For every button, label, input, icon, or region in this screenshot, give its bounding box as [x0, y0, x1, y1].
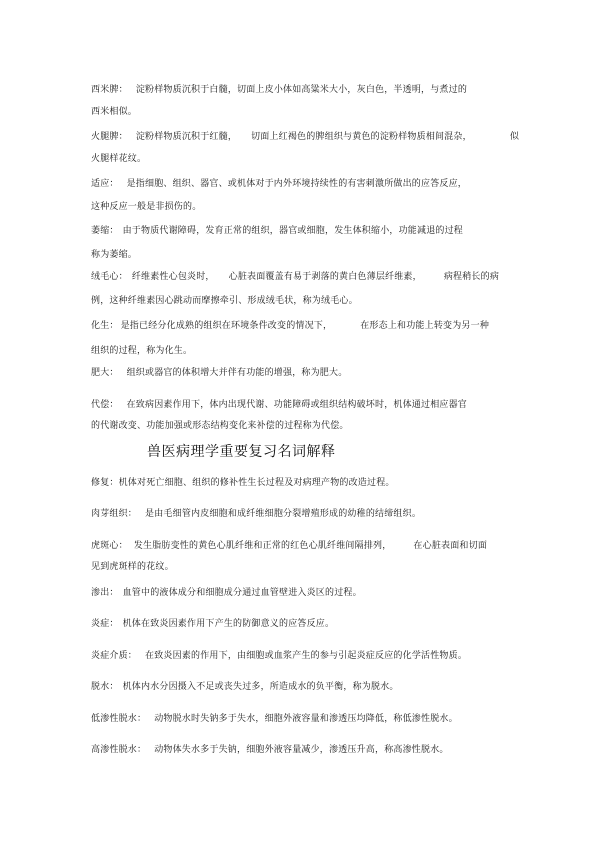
definition-text: 在形态上和功能上转变为另一种: [360, 321, 490, 331]
definition-text: 是指细胞、组织、器官、或机体对于内外环境持续性的有害刺激所做出的应答反应，: [126, 179, 468, 189]
definition-text: 在致炎因素的作用下，由细胞或血浆产生的参与引起炎症反应的化学活性物质。: [145, 651, 468, 661]
definition-text: 称为萎缩。: [91, 250, 138, 260]
text-line: [91, 561, 174, 573]
definition-text: 淀粉样物质沉积于白髓，切面上皮小体如高粱米大小，灰白色，半透明，与煮过的: [135, 85, 468, 95]
term-tuo-shui: 脱水：: [91, 682, 119, 692]
term-dai-chang: 代偿：: [91, 400, 119, 410]
term-hu-ban-xin: 虎斑心：: [91, 541, 128, 551]
term-yan-zheng: 炎症：: [91, 619, 119, 629]
definition-text: 切面上红褐色的脾组织与黄色的淀粉样物质相间混杂，: [251, 132, 472, 142]
text-line: [91, 367, 347, 379]
text-line: [91, 744, 449, 756]
definition-text: 是由毛细管内皮细胞和成纤维细胞分裂增殖形成的幼稚的结缔组织。: [145, 509, 422, 519]
definition-text: 血管中的液体成分和细胞成分通过血管壁进入炎区的过程。: [122, 588, 362, 598]
definition-text: 在致病因素作用下，体内出现代谢、功能障碍或组织结构破坏时，机体通过相应器官: [126, 400, 468, 410]
term-shen-chu: 渗出：: [91, 588, 119, 598]
definition-text: 的代谢改变、功能加强或形态结构变化来补偿的过程称为代偿。: [91, 421, 349, 431]
definition-text: 动物体失水多于失钠，细胞外液容量减少，渗透压升高，称高渗性脱水。: [154, 745, 449, 755]
definition-text: 似: [509, 132, 520, 142]
text-line: [91, 713, 458, 725]
text-line: [91, 249, 137, 261]
text-line: [91, 295, 358, 307]
definition-text: 由于物质代谢障碍，发育正常的组织，器官或细胞，发生体积缩小，功能减退的过程: [122, 226, 464, 236]
text-line: [91, 178, 467, 190]
term-di-shen-xing-tuo-shui: 低渗性脱水：: [91, 714, 147, 724]
term-yan-zheng-jie-zhi: 炎症介质：: [91, 651, 138, 661]
text-line: [91, 271, 499, 283]
definition-text: 淀粉样物质沉积于红髓，: [135, 132, 238, 142]
term-rong-mao-xin: 绒毛心：: [91, 272, 128, 282]
definition-text: 心脏表面覆盖有易于剥落的黄白色薄层纤维素，: [228, 272, 422, 282]
definition-text: 纤维素性心包炎时，: [131, 272, 215, 282]
definition-text: 见到虎斑样的花纹。: [91, 562, 174, 572]
text-line: [91, 399, 467, 411]
text-line: [91, 540, 487, 552]
definition-text: 这种反应一般是非损伤的。: [91, 202, 202, 212]
text-line: [91, 153, 146, 165]
text-line: [91, 477, 395, 489]
definition-text: 发生脂肪变性的黄色心肌纤维和正常的红色心肌纤维间隔排列，: [133, 541, 392, 551]
term-rou-ya-zu-zhi: 肉芽组织：: [91, 509, 138, 519]
definition-text: 组织或器官的体积增大并伴有功能的增强，称为肥大。: [126, 368, 348, 378]
text-line: [91, 106, 137, 118]
definition-text: 是指已经分化成熟的组织在环境条件改变的情况下，: [120, 321, 333, 331]
term-gao-shen-xing-tuo-shui: 高渗性脱水：: [91, 745, 147, 755]
text-line: [91, 420, 349, 432]
term-huo-tui-pi: 火腿脾：: [91, 132, 128, 142]
term-shi-ying: 适应：: [91, 179, 119, 189]
text-line: [91, 225, 463, 237]
text-line: [91, 320, 489, 332]
term-wei-suo: 萎缩：: [91, 226, 119, 236]
text-line: [91, 508, 421, 520]
definition-text: 病程稍长的病: [443, 272, 500, 282]
definition-text: 机体在致炎因素作用下产生的防御意义的应答反应。: [122, 619, 335, 629]
term-xi-mi-pi: 西米脾：: [91, 85, 128, 95]
definition-text: 动物脱水时失钠多于失水，细胞外液容量和渗透压均降低，称低渗性脱水。: [154, 714, 458, 724]
text-line: [91, 345, 192, 357]
definition-text: 组织的过程，称为化生。: [91, 346, 193, 356]
text-line: [91, 84, 467, 96]
text-line: [91, 587, 362, 599]
term-xiu-fu: 修复：机体对死亡细胞、组织的修补性生长过程及对病理产物的改造过程。: [91, 478, 395, 488]
definition-text: 机体内水分因摄入不足或丧失过多，所造成水的负平衡，称为脱水。: [122, 682, 399, 692]
document-heading: 兽医病理学重要复习名词解释: [147, 444, 336, 460]
term-fei-da: 肥大：: [91, 368, 119, 378]
text-line: [91, 201, 201, 213]
text-line: [91, 618, 334, 630]
definition-text: 例，这种纤维素因心跳动而摩擦牵引、形成绒毛状，称为绒毛心。: [91, 296, 358, 306]
term-hua-sheng: 化生：: [91, 321, 119, 331]
text-line: [91, 681, 399, 693]
definition-text: 西米相似。: [91, 107, 138, 117]
definition-text: 在心脏表面和切面: [413, 541, 488, 551]
text-line: [91, 650, 467, 662]
text-line: [91, 131, 519, 143]
definition-text: 火腿样花纹。: [91, 154, 147, 164]
